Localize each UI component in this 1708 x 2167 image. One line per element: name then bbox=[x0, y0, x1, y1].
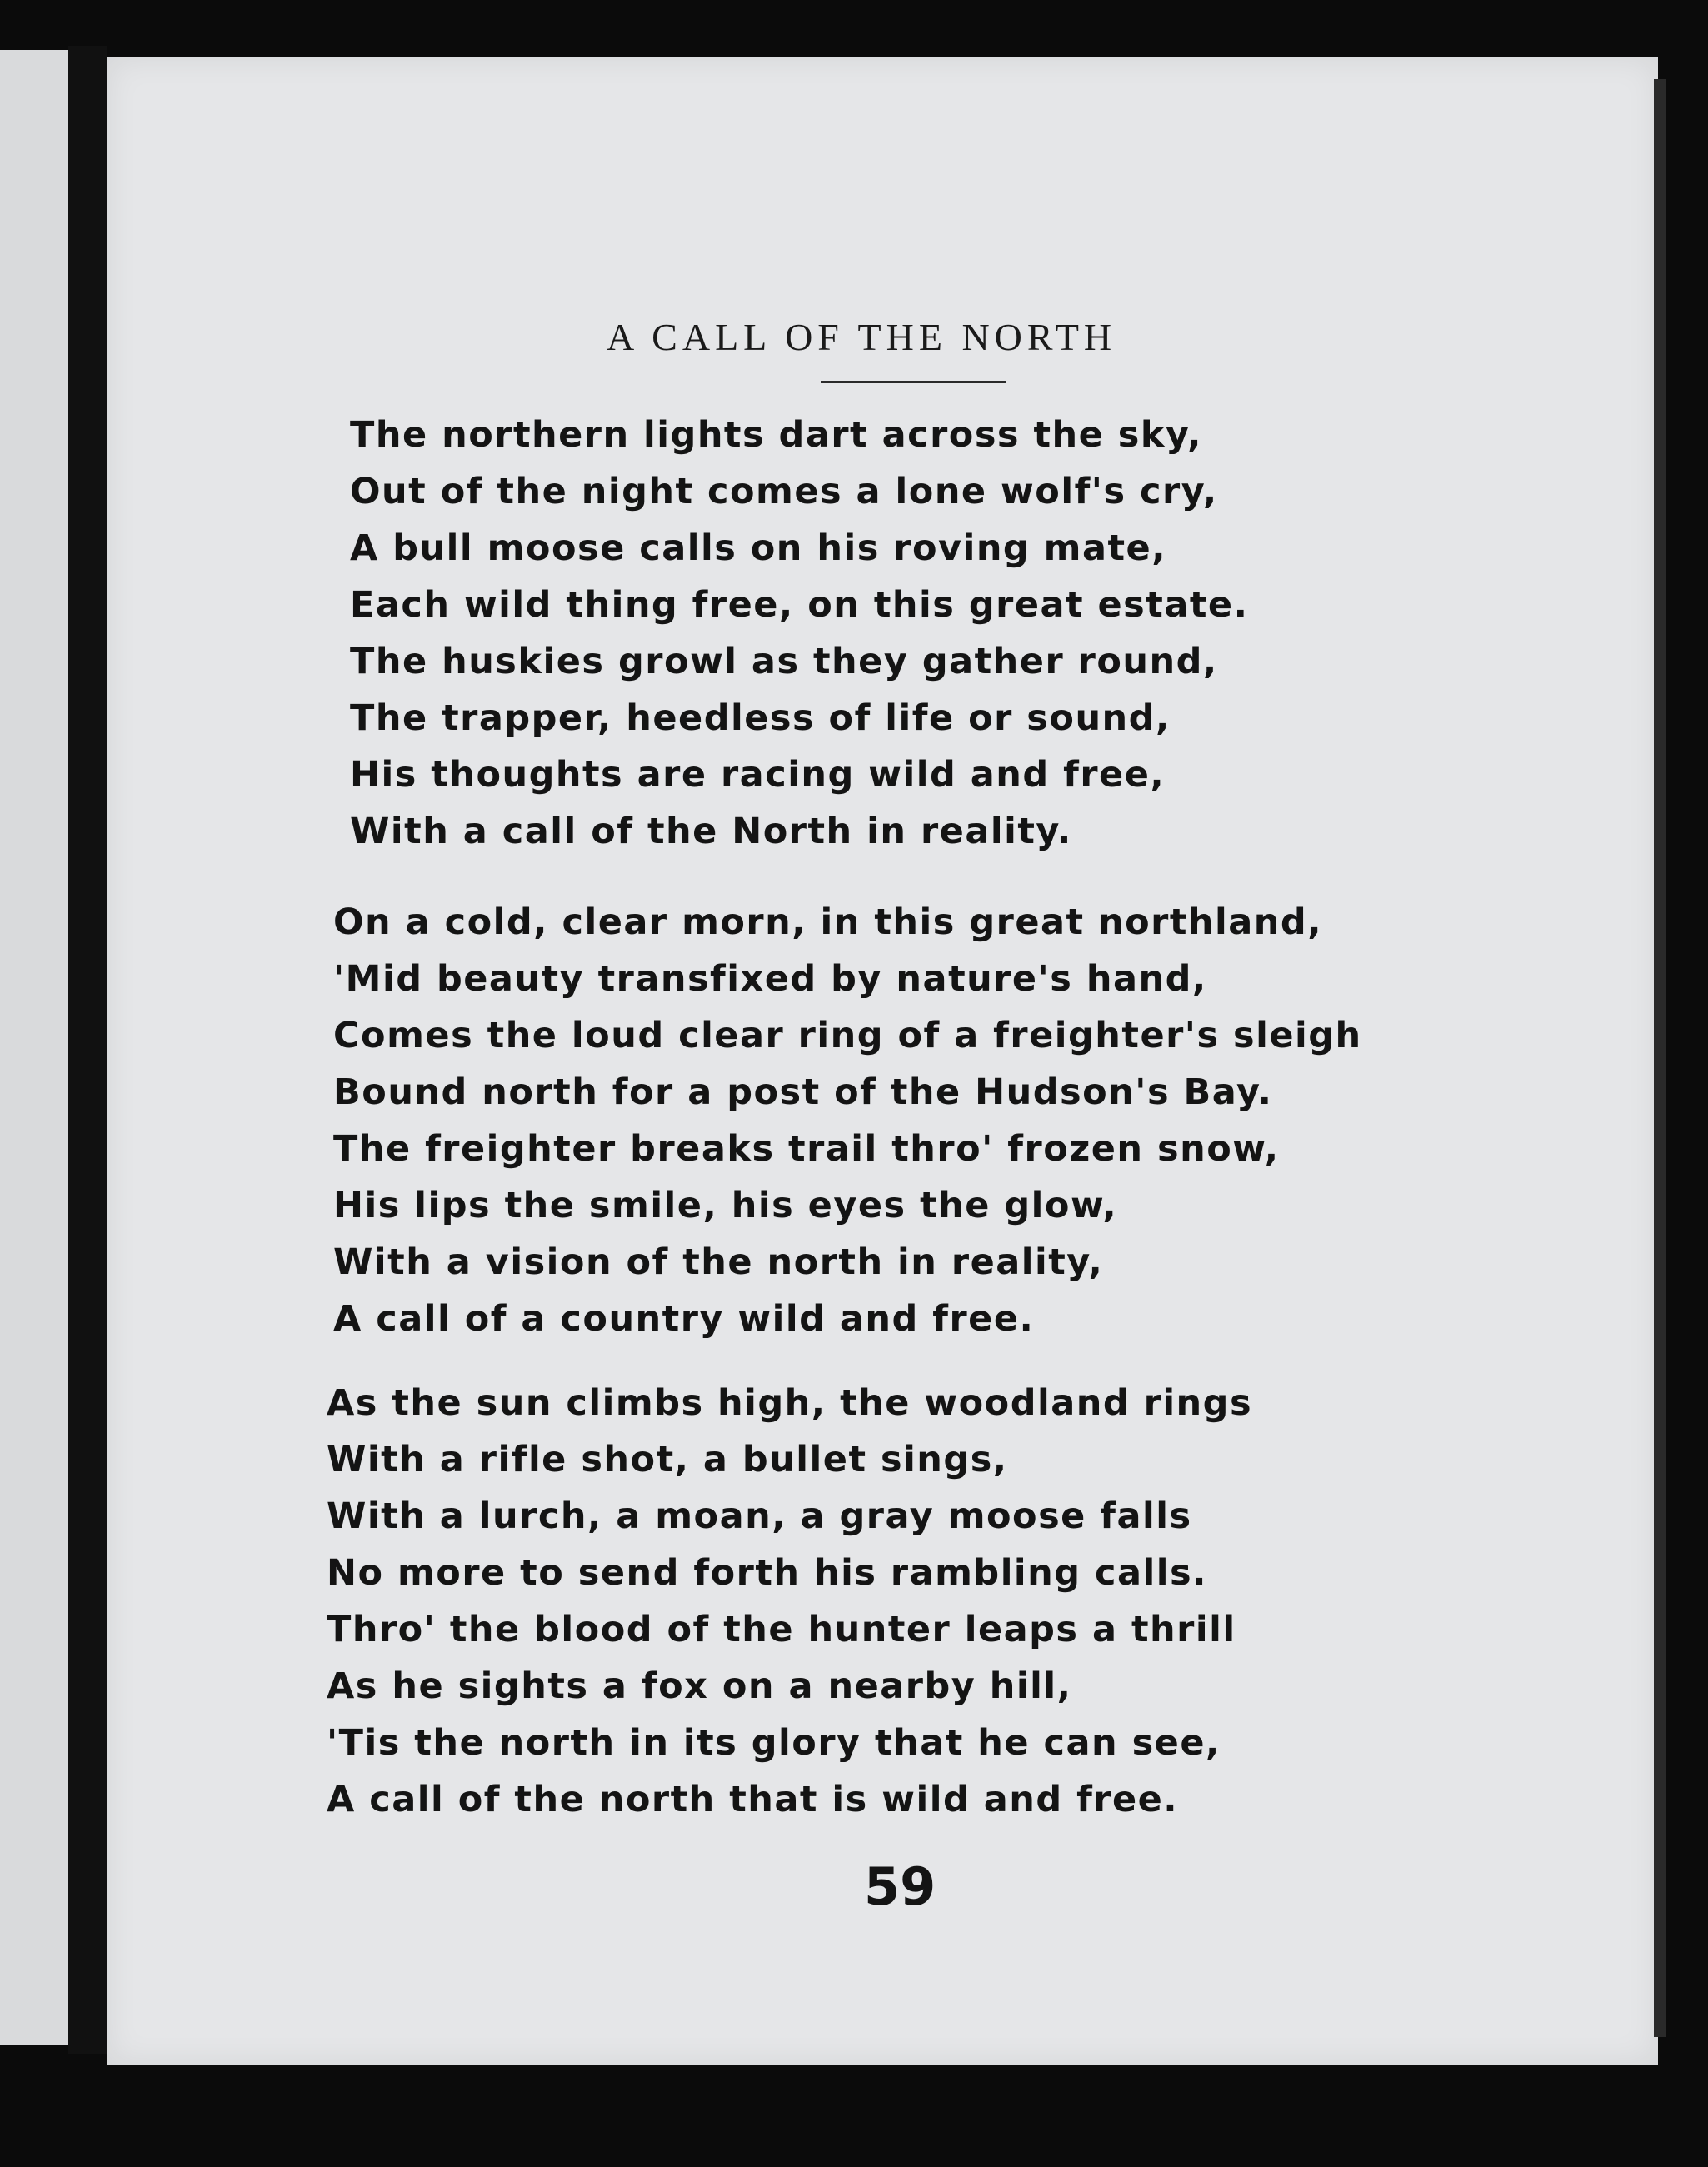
poem-line: On a cold, clear morn, in this great northland, bbox=[333, 901, 1323, 943]
poem-line: The northern lights dart across the sky, bbox=[350, 414, 1203, 456]
poem-line: A call of a country wild and free. bbox=[333, 1298, 1035, 1340]
stanza-3 bbox=[327, 1375, 1252, 1828]
poem-line: 'Mid beauty transfixed by nature's hand, bbox=[333, 958, 1207, 1000]
poem-line: 'Tis the north in its glory that he can see, bbox=[327, 1722, 1221, 1764]
poem-line: With a rifle shot, a bullet sings, bbox=[327, 1439, 1008, 1480]
poem-line: With a lurch, a moan, a gray moose falls bbox=[327, 1495, 1192, 1537]
poem-line: His thoughts are racing wild and free, bbox=[350, 754, 1166, 796]
left-page-edge bbox=[0, 50, 68, 2045]
poem-line: Each wild thing free, on this great estate. bbox=[350, 584, 1249, 626]
poem-line: Out of the night comes a lone wolf's cry, bbox=[350, 471, 1218, 512]
stanza-1 bbox=[350, 407, 1248, 860]
poem-line: Bound north for a post of the Hudson's Bay. bbox=[333, 1071, 1273, 1113]
poem-line: His lips the smile, his eyes the glow, bbox=[333, 1185, 1118, 1226]
poem-line: With a vision of the north in reality, bbox=[333, 1241, 1104, 1283]
poem-line: Thro' the blood of the hunter leaps a thrill bbox=[327, 1609, 1236, 1650]
poem-line: As the sun climbs high, the woodland rings bbox=[327, 1382, 1253, 1424]
page-number: 59 bbox=[864, 1856, 936, 1917]
stanza-2 bbox=[333, 894, 1362, 1347]
title-divider bbox=[821, 381, 1006, 383]
poem-line: A bull moose calls on his roving mate, bbox=[350, 527, 1167, 569]
poem-line: The freighter breaks trail thro' frozen snow, bbox=[333, 1128, 1280, 1170]
poem-line: With a call of the North in reality. bbox=[350, 811, 1072, 852]
book-gutter bbox=[68, 46, 107, 2054]
poem-title: A CALL OF THE NORTH bbox=[607, 316, 1117, 358]
poem-line: A call of the north that is wild and free. bbox=[327, 1779, 1179, 1820]
poem-line: As he sights a fox on a nearby hill, bbox=[327, 1665, 1072, 1707]
poem-line: The trapper, heedless of life or sound, bbox=[350, 697, 1171, 739]
poem-line: Comes the loud clear ring of a freighter's sleigh bbox=[333, 1015, 1362, 1056]
poem-line: The huskies growl as they gather round, bbox=[350, 641, 1218, 682]
page-edge-shadow bbox=[1654, 79, 1666, 2037]
poem-line: No more to send forth his rambling calls. bbox=[327, 1552, 1207, 1594]
